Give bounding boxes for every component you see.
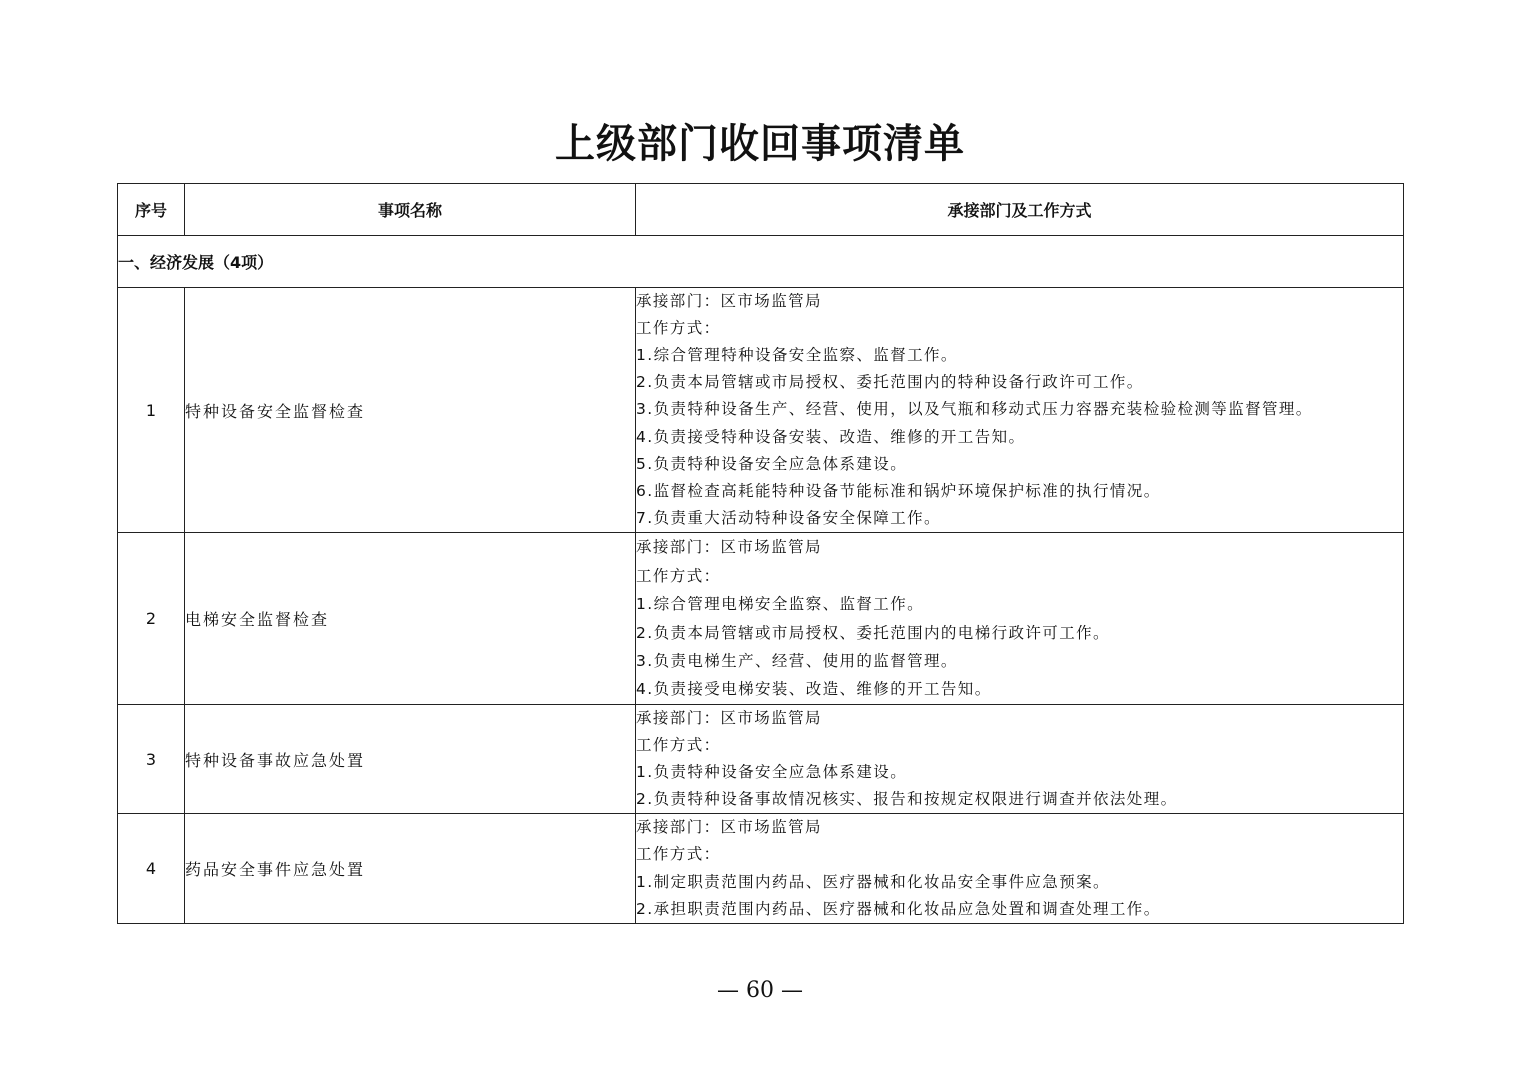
method-line: 2.负责本局管辖或市局授权、委托范围内的特种设备行政许可工作。: [636, 373, 1144, 392]
method-line: 承接部门：区市场监管局: [636, 538, 822, 557]
table-row: [118, 705, 1404, 814]
page-title: 上级部门收回事项清单: [555, 120, 965, 167]
method-line: 2.负责特种设备事故情况核实、报告和按规定权限进行调查并依法处理。: [636, 790, 1178, 809]
row-method: [636, 533, 1404, 705]
method-line: 工作方式：: [636, 736, 721, 755]
row-index: 2: [118, 533, 185, 705]
method-line: 工作方式：: [636, 845, 721, 864]
row-index: 1: [118, 288, 185, 533]
method-line: 2.承担职责范围内药品、医疗器械和化妆品应急处置和调查处理工作。: [636, 899, 1161, 918]
items-table: [117, 183, 1404, 924]
row-item-name: 药品安全事件应急处置: [185, 814, 636, 923]
method-line: 1.负责特种设备安全应急体系建设。: [636, 763, 908, 782]
table-row: [118, 814, 1404, 923]
method-line: 1.综合管理特种设备安全监察、监督工作。: [636, 346, 958, 365]
method-line: 工作方式：: [636, 319, 721, 338]
method-line: 7.负责重大活动特种设备安全保障工作。: [636, 508, 941, 527]
row-item-name: 特种设备安全监督检查: [185, 288, 636, 533]
section-row: [118, 236, 1404, 288]
header-name: 事项名称: [185, 184, 636, 236]
table-header-row: [118, 184, 1404, 236]
row-index: 3: [118, 705, 185, 814]
row-method: [636, 814, 1404, 923]
table-row: [118, 288, 1404, 533]
method-line: 承接部门：区市场监管局: [636, 709, 822, 727]
row-item-name: 特种设备事故应急处置: [185, 705, 636, 814]
method-line: 4.负责接受特种设备安装、改造、维修的开工告知。: [636, 427, 1026, 446]
method-line: 5.负责特种设备安全应急体系建设。: [636, 454, 908, 473]
method-line: 承接部门：区市场监管局: [636, 818, 822, 837]
row-method: [636, 288, 1404, 533]
row-item-name: 电梯安全监督检查: [185, 533, 636, 705]
method-line: 1.综合管理电梯安全监察、监督工作。: [636, 595, 924, 614]
row-index: 4: [118, 814, 185, 923]
row-method: [636, 705, 1404, 814]
method-line: 4.负责接受电梯安装、改造、维修的开工告知。: [636, 680, 992, 699]
method-line: 3.负责特种设备生产、经营、使用，以及气瓶和移动式压力容器充装检验检测等监督管理。: [636, 400, 1313, 419]
section-heading: 一、经济发展（4项）: [118, 236, 1404, 288]
method-line: 承接部门：区市场监管局: [636, 292, 822, 311]
method-line: 工作方式：: [636, 566, 721, 585]
page-number: — 60 —: [717, 978, 803, 1003]
header-index: 序号: [118, 184, 185, 236]
method-line: 3.负责电梯生产、经营、使用的监督管理。: [636, 651, 958, 670]
method-line: 6.监督检查高耗能特种设备节能标准和锅炉环境保护标准的执行情况。: [636, 481, 1161, 500]
method-line: 2.负责本局管辖或市局授权、委托范围内的电梯行政许可工作。: [636, 623, 1110, 642]
method-line: 1.制定职责范围内药品、医疗器械和化妆品安全事件应急预案。: [636, 872, 1110, 891]
header-method: 承接部门及工作方式: [636, 184, 1404, 236]
table-row: [118, 533, 1404, 705]
